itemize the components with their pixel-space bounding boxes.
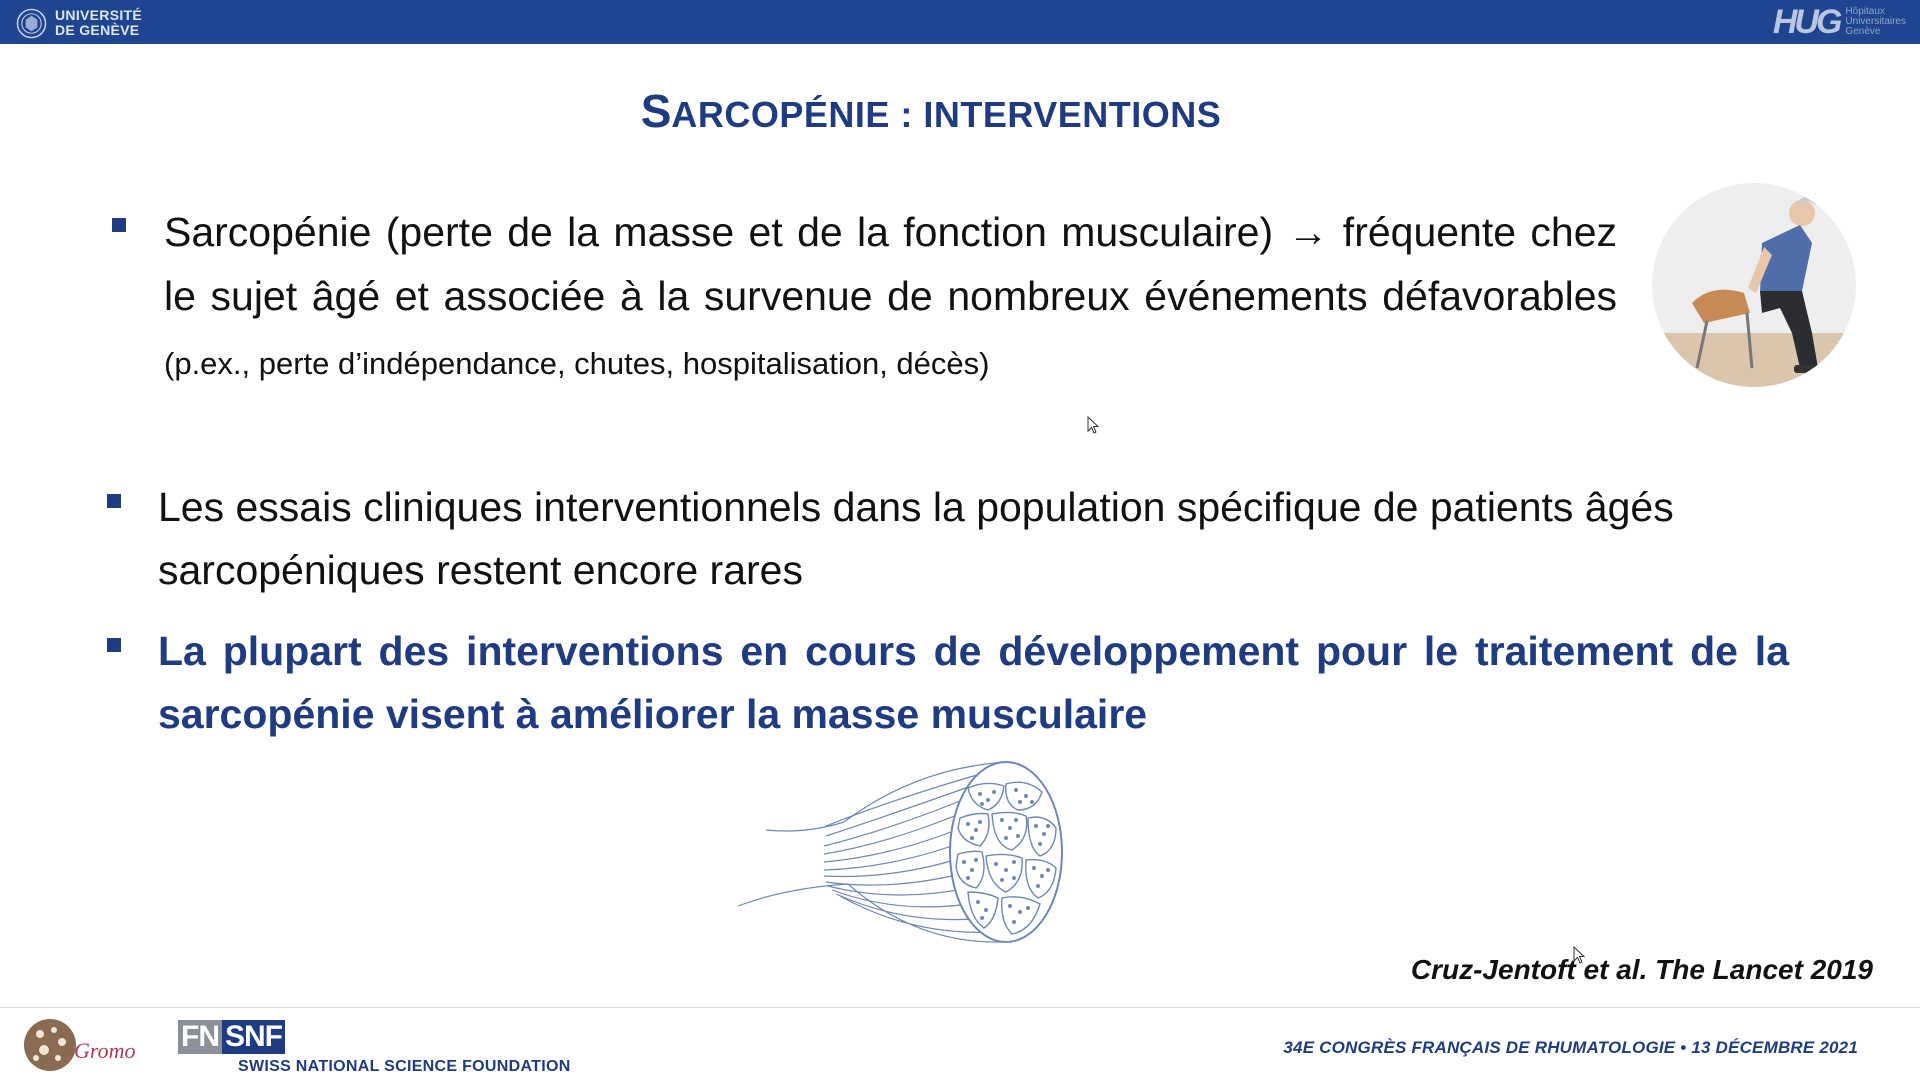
university-seal-icon	[16, 8, 47, 39]
bullet-square-icon	[107, 494, 121, 508]
bullet-interventions	[107, 620, 1789, 746]
bullet-sarcopenie	[112, 200, 1617, 396]
slide-title	[0, 84, 1862, 138]
swiss-national-science-foundation: SWISS NATIONAL SCIENCE FOUNDATION	[238, 1058, 571, 1075]
title-part2: INTERVENTIONS	[923, 94, 1222, 135]
elderly-man-chair-photo	[1652, 183, 1856, 387]
hug-mark: HUG	[1772, 2, 1840, 41]
top-banner	[0, 0, 1920, 44]
hug-line2: Universitaires	[1845, 16, 1906, 27]
bullet1-small-text: (p.ex., perte d’indépendance, chutes, hospitalisation, décès)	[164, 346, 990, 381]
title-initial: S	[640, 85, 672, 137]
muscle-fiber-icon	[736, 758, 1068, 946]
title-part1: ARCOPÉNIE :	[671, 94, 924, 135]
bullet2-text: Les essais cliniques interventionnels dans la population spécifique de patients âgés sarcopéniques restent encore rares	[158, 484, 1674, 593]
gromo-text: Gromo	[74, 1038, 136, 1063]
hug-text	[1845, 7, 1906, 37]
university-name	[55, 8, 142, 38]
snf-mark: SNF	[222, 1020, 285, 1054]
congress-info: 34E CONGRÈS FRANÇAIS DE RHUMATOLOGIE • 13 DÉCEMBRE 2021	[1283, 1038, 1858, 1057]
citation-reference: Cruz-Jentoft et al. The Lancet 2019	[1410, 954, 1873, 985]
bullet-square-icon	[112, 218, 126, 232]
gromo-logo	[22, 1014, 158, 1076]
footer-divider	[0, 1007, 1920, 1008]
bullet3-text: La plupart des interventions en cours de développement pour le traitement de la sarcopénie visent à améliorer la masse musculaire	[158, 628, 1789, 737]
fn-mark: FN	[178, 1020, 222, 1054]
bullet1-main-text: Sarcopénie (perte de la masse et de la fonction musculaire) → fréquente chez le sujet âgé et associée à la survenue de nombreux événements défavorables	[164, 209, 1617, 319]
bullet-square-icon	[107, 638, 121, 652]
university-line2: DE GENÈVE	[55, 22, 140, 38]
mouse-cursor-icon	[1087, 416, 1101, 436]
gromo-logo-icon	[22, 1014, 158, 1076]
fns-snf-logo	[178, 1020, 285, 1054]
bullet-text	[164, 200, 1617, 396]
hug-logo	[1773, 4, 1906, 40]
university-line1: UNIVERSITÉ	[55, 7, 143, 23]
university-logo	[16, 6, 142, 40]
hug-line1: Hôpitaux	[1845, 6, 1885, 17]
bullet-essais-cliniques	[107, 476, 1789, 602]
hug-line3: Genève	[1845, 26, 1881, 37]
elderly-man-illustration-icon	[1652, 183, 1856, 387]
